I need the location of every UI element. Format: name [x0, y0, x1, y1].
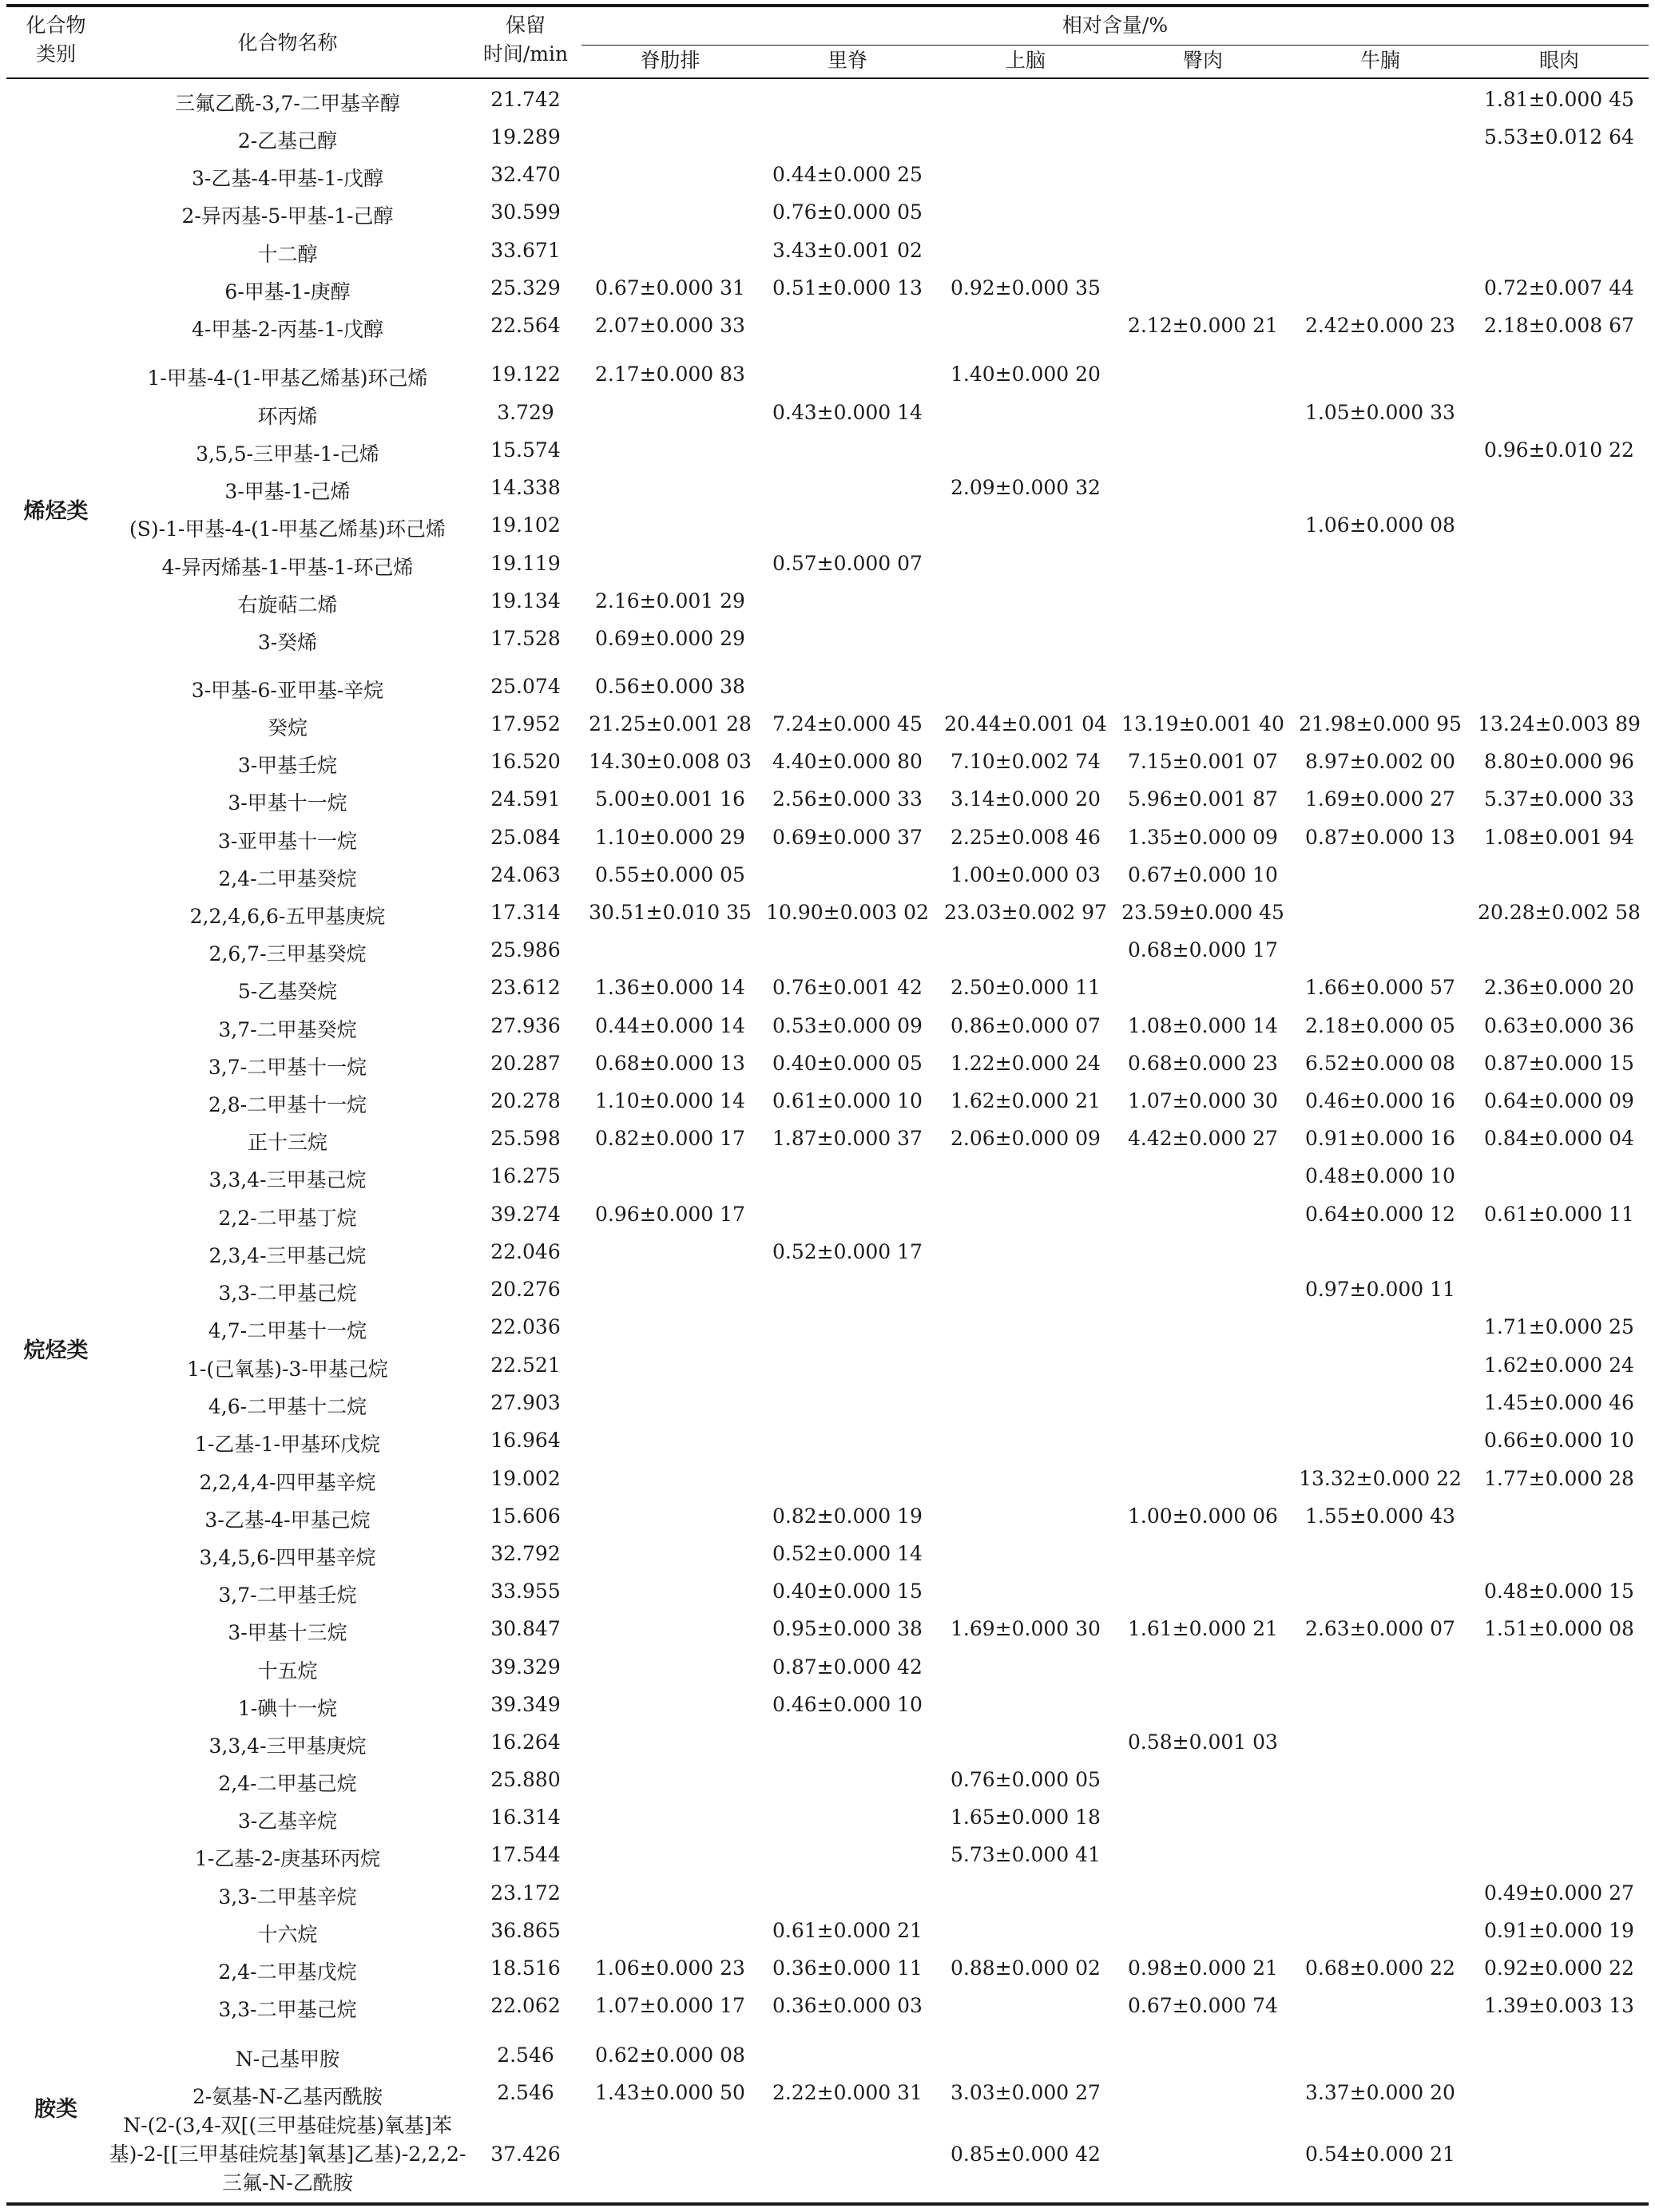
- relative-content-value: 1.05±0.000 33: [1305, 401, 1455, 424]
- relative-content-value: 4.40±0.000 80: [772, 750, 923, 773]
- relative-content-value: 1.07±0.000 30: [1128, 1089, 1278, 1112]
- relative-content-value: 13.19±0.001 40: [1121, 712, 1284, 735]
- compound-name: 3-甲基-1-己烯: [224, 480, 351, 503]
- compound-name: 4,7-二甲基十一烷: [208, 1319, 367, 1342]
- relative-content-value: 0.57±0.000 07: [772, 552, 923, 575]
- relative-content-value: 0.97±0.000 11: [1305, 1278, 1455, 1301]
- header-cut-3: 上脑: [1005, 49, 1046, 72]
- retention-time: 15.574: [490, 438, 561, 462]
- relative-content-value: 0.43±0.000 14: [772, 401, 923, 424]
- relative-content-value: 2.12±0.000 21: [1128, 314, 1278, 337]
- relative-content-value: 0.68±0.000 17: [1128, 938, 1278, 961]
- relative-content-value: 1.65±0.000 18: [951, 1806, 1101, 1829]
- relative-content-value: 0.40±0.000 15: [772, 1580, 923, 1603]
- compound-name: 3,3,4-三甲基己烷: [208, 1168, 367, 1191]
- relative-content-value: 2.36±0.000 20: [1484, 976, 1634, 999]
- relative-content-value: 0.69±0.000 29: [595, 627, 745, 650]
- retention-time: 36.865: [490, 1919, 561, 1942]
- retention-time: 20.287: [490, 1052, 561, 1075]
- relative-content-value: 7.24±0.000 45: [772, 712, 923, 735]
- relative-content-value: 0.76±0.000 05: [951, 1768, 1101, 1791]
- relative-content-value: 2.56±0.000 33: [772, 787, 923, 811]
- compound-name: 5-乙基癸烷: [237, 980, 338, 1003]
- relative-content-value: 0.67±0.000 31: [595, 276, 745, 299]
- relative-content-value: 20.28±0.002 58: [1478, 901, 1641, 924]
- relative-content-value: 2.42±0.000 23: [1305, 314, 1455, 337]
- relative-content-value: 0.40±0.000 05: [772, 1052, 923, 1075]
- compound-name: 3,5,5-三甲基-1-己烯: [196, 442, 379, 466]
- compound-name: 2,6,7-三甲基癸烷: [208, 942, 367, 965]
- retention-time: 25.074: [490, 675, 561, 698]
- retention-time: 30.599: [490, 200, 561, 224]
- retention-time: 22.036: [490, 1315, 561, 1338]
- compound-name: 4-甲基-2-丙基-1-戊醇: [192, 318, 383, 341]
- header-cut-1: 脊肋排: [640, 49, 700, 72]
- compound-name: 癸烷: [267, 716, 308, 739]
- retention-time: 17.544: [490, 1843, 561, 1866]
- relative-content-value: 0.44±0.000 25: [772, 163, 923, 186]
- relative-content-value: 1.51±0.000 08: [1484, 1617, 1634, 1640]
- relative-content-value: 0.51±0.000 13: [772, 276, 923, 299]
- relative-content-value: 0.69±0.000 37: [772, 826, 923, 849]
- compound-name: 3,3-二甲基己烷: [218, 1998, 357, 2021]
- retention-time: 22.062: [490, 1994, 561, 2017]
- relative-content-value: 0.87±0.000 15: [1484, 1052, 1634, 1075]
- retention-time: 25.880: [490, 1768, 561, 1791]
- retention-time: 21.742: [490, 88, 561, 111]
- retention-time: 32.470: [490, 163, 561, 186]
- relative-content-value: 0.86±0.000 07: [951, 1014, 1101, 1037]
- relative-content-value: 8.97±0.002 00: [1305, 750, 1455, 773]
- retention-time: 18.516: [490, 1956, 561, 1980]
- relative-content-value: 0.76±0.001 42: [772, 976, 923, 999]
- relative-content-value: 1.39±0.003 13: [1484, 1994, 1634, 2017]
- relative-content-value: 1.62±0.000 21: [951, 1089, 1101, 1112]
- header-relative-content: 相对含量/%: [1062, 14, 1169, 37]
- compound-name: 4,6-二甲基十二烷: [208, 1395, 367, 1418]
- header-category: 化合物 类别: [26, 14, 86, 65]
- relative-content-value: 0.49±0.000 27: [1484, 1881, 1634, 1905]
- relative-content-value: 2.18±0.000 05: [1305, 1014, 1455, 1037]
- relative-content-value: 1.10±0.000 14: [595, 1089, 745, 1112]
- relative-content-value: 0.91±0.000 19: [1484, 1919, 1634, 1942]
- relative-content-value: 0.46±0.000 10: [772, 1693, 923, 1716]
- category-label: 胺类: [34, 2097, 77, 2122]
- compound-name: 3,3-二甲基己烷: [218, 1282, 357, 1305]
- compound-name: 2,8-二甲基十一烷: [208, 1093, 367, 1116]
- retention-time: 17.952: [490, 712, 561, 735]
- compound-name: 右旋萜二烯: [237, 593, 338, 616]
- compound-name: 十六烷: [257, 1923, 318, 1946]
- relative-content-value: 3.37±0.000 20: [1305, 2081, 1455, 2104]
- retention-time: 20.278: [490, 1089, 561, 1112]
- retention-time: 16.520: [490, 750, 561, 773]
- relative-content-value: 30.51±0.010 35: [589, 901, 752, 924]
- compound-name: 正十三烷: [247, 1131, 327, 1154]
- compound-name: N-(2-(3,4-双[(三甲基硅烷基)氧基]苯基)-2-[[三甲基硅烷基]氧基]乙基)-2,2,2-三氟-N-乙酰胺: [109, 2114, 466, 2194]
- relative-content-value: 2.06±0.000 09: [951, 1127, 1101, 1150]
- retention-time: 39.274: [490, 1203, 561, 1226]
- header-rule: [6, 77, 1649, 79]
- compound-name: 3,4,5,6-四甲基辛烷: [199, 1546, 376, 1569]
- relative-content-value: 0.66±0.000 10: [1484, 1429, 1634, 1452]
- category-label: 烯烃类: [23, 498, 89, 524]
- relative-content-value: 0.61±0.000 11: [1484, 1203, 1634, 1226]
- relative-content-value: 0.61±0.000 21: [772, 1919, 923, 1942]
- relative-content-value: 21.98±0.000 95: [1299, 712, 1462, 735]
- compound-name: 3,7-二甲基癸烷: [218, 1018, 357, 1041]
- compound-name: 3-癸烯: [257, 631, 318, 654]
- relative-content-value: 1.43±0.000 50: [595, 2081, 745, 2104]
- relative-content-value: 0.68±0.000 13: [595, 1052, 745, 1075]
- compound-name: 3,7-二甲基壬烷: [218, 1584, 357, 1607]
- retention-time: 2.546: [497, 2044, 554, 2067]
- relative-content-value: 2.17±0.000 83: [595, 363, 745, 386]
- compound-name: 3-乙基-4-甲基-1-戊醇: [192, 167, 383, 190]
- relative-content-value: 1.66±0.000 57: [1305, 976, 1455, 999]
- relative-content-value: 0.82±0.000 19: [772, 1504, 923, 1528]
- relative-content-value: 1.22±0.000 24: [951, 1052, 1101, 1075]
- relative-content-value: 1.87±0.000 37: [772, 1127, 923, 1150]
- retention-time: 17.314: [490, 901, 561, 924]
- relative-content-value: 13.24±0.003 89: [1478, 712, 1641, 735]
- compound-name: 2,2,4,4-四甲基辛烷: [199, 1471, 376, 1494]
- relative-content-value: 0.88±0.000 02: [951, 1956, 1101, 1980]
- relative-content-value: 7.15±0.001 07: [1128, 750, 1278, 773]
- retention-time: 33.955: [490, 1580, 561, 1603]
- relative-content-value: 5.37±0.000 33: [1484, 787, 1634, 811]
- relative-content-value: 1.08±0.000 14: [1128, 1014, 1278, 1037]
- compound-name: 2-异丙基-5-甲基-1-己醇: [181, 204, 394, 228]
- compound-name: 3-甲基十三烷: [228, 1621, 347, 1644]
- compound-name: 2,4-二甲基己烷: [218, 1772, 357, 1795]
- relative-content-value: 0.91±0.000 16: [1305, 1127, 1455, 1150]
- relative-content-value: 0.46±0.000 16: [1305, 1089, 1455, 1112]
- retention-time: 16.314: [490, 1806, 561, 1829]
- compound-name: 1-乙基-2-庚基环丙烷: [194, 1847, 381, 1870]
- relative-content-value: 2.18±0.008 67: [1484, 314, 1634, 337]
- relative-content-value: 1.40±0.000 20: [951, 363, 1101, 386]
- relative-content-value: 0.96±0.000 17: [595, 1203, 745, 1226]
- compound-name: 1-(己氧基)-3-甲基己烷: [187, 1358, 388, 1381]
- retention-time: 24.063: [490, 863, 561, 886]
- retention-time: 19.102: [490, 513, 561, 537]
- relative-content-value: 1.45±0.000 46: [1484, 1391, 1634, 1414]
- relative-content-value: 0.67±0.000 74: [1128, 1994, 1278, 2017]
- compound-name: 3-乙基-4-甲基己烷: [204, 1508, 371, 1532]
- relative-content-value: 5.00±0.001 16: [595, 787, 745, 811]
- compound-name: 2,3,4-三甲基己烷: [208, 1244, 367, 1267]
- relative-content-value: 1.55±0.000 43: [1305, 1504, 1455, 1528]
- relative-content-value: 2.16±0.001 29: [595, 589, 745, 612]
- retention-time: 25.598: [490, 1127, 561, 1150]
- relative-content-value: 1.07±0.000 17: [595, 1994, 745, 2017]
- relative-content-value: 0.67±0.000 10: [1128, 863, 1278, 886]
- relative-content-value: 1.77±0.000 28: [1484, 1467, 1634, 1490]
- relative-content-value: 2.22±0.000 31: [772, 2081, 923, 2104]
- relative-content-value: 1.69±0.000 27: [1305, 787, 1455, 811]
- retention-time: 25.986: [490, 938, 561, 961]
- compound-name: 3-甲基壬烷: [237, 754, 338, 777]
- relative-content-value: 0.82±0.000 17: [595, 1127, 745, 1150]
- relative-content-value: 0.72±0.007 44: [1484, 276, 1634, 299]
- compound-name: 三氟乙酰-3,7-二甲基辛醇: [175, 92, 400, 115]
- header-cut-4: 臀肉: [1182, 49, 1223, 72]
- category-label: 烷烃类: [23, 1338, 89, 1363]
- retention-time: 19.122: [490, 363, 561, 386]
- compound-name: 2,4-二甲基戊烷: [218, 1960, 357, 1984]
- relative-content-value: 0.36±0.000 03: [772, 1994, 923, 2017]
- compound-name: 3-乙基辛烷: [237, 1810, 338, 1833]
- relative-content-value: 0.95±0.000 38: [772, 1617, 923, 1640]
- compound-name: 2-氨基-N-乙基丙酰胺: [192, 2085, 383, 2108]
- relative-content-value: 1.69±0.000 30: [951, 1617, 1101, 1640]
- relative-content-value: 0.61±0.000 10: [772, 1089, 923, 1112]
- retention-time: 19.002: [490, 1467, 561, 1490]
- relative-content-value: 1.61±0.000 21: [1128, 1617, 1278, 1640]
- relative-content-value: 0.62±0.000 08: [595, 2044, 745, 2067]
- relative-content-value: 4.42±0.000 27: [1128, 1127, 1278, 1150]
- relative-content-value: 3.43±0.001 02: [772, 239, 923, 262]
- relative-content-value: 2.07±0.000 33: [595, 314, 745, 337]
- retention-time: 16.964: [490, 1429, 561, 1452]
- retention-time: 27.936: [490, 1014, 561, 1037]
- relative-content-value: 14.30±0.008 03: [589, 750, 752, 773]
- retention-time: 39.329: [490, 1655, 561, 1679]
- relative-content-value: 2.63±0.000 07: [1305, 1617, 1455, 1640]
- compound-name: 3-亚甲基十一烷: [217, 830, 358, 853]
- relative-content-value: 1.35±0.000 09: [1128, 826, 1278, 849]
- relative-content-value: 7.10±0.002 74: [951, 750, 1101, 773]
- relative-content-value: 1.06±0.000 08: [1305, 513, 1455, 537]
- retention-time: 2.546: [497, 2081, 554, 2104]
- compound-name: 环丙烯: [257, 405, 318, 428]
- compound-name: (S)-1-甲基-4-(1-甲基乙烯基)环己烯: [129, 517, 446, 541]
- retention-time: 3.729: [497, 401, 554, 424]
- retention-time: 27.903: [490, 1391, 561, 1414]
- compound-name: 2,4-二甲基癸烷: [218, 867, 357, 890]
- relative-content-value: 0.92±0.000 22: [1484, 1956, 1634, 1980]
- header-cut-5: 牛腩: [1359, 49, 1400, 72]
- relative-content-value: 2.09±0.000 32: [951, 476, 1101, 499]
- bottom-rule: [6, 2202, 1649, 2206]
- relative-content-value: 1.36±0.000 14: [595, 976, 745, 999]
- relative-content-value: 0.87±0.000 13: [1305, 826, 1455, 849]
- relative-content-value: 0.85±0.000 42: [951, 2143, 1101, 2166]
- header-cut-6: 眼肉: [1538, 49, 1579, 72]
- relative-content-value: 10.90±0.003 02: [766, 901, 929, 924]
- relative-content-value: 13.32±0.000 22: [1299, 1467, 1462, 1490]
- retention-time: 22.564: [490, 314, 561, 337]
- compound-name: 十二醇: [257, 243, 318, 266]
- relative-content-value: 0.53±0.000 09: [772, 1014, 923, 1037]
- retention-time: 30.847: [490, 1617, 561, 1640]
- retention-time: 23.612: [490, 976, 561, 999]
- compound-name: 3-甲基-6-亚甲基-辛烷: [191, 679, 384, 702]
- relative-content-value: 0.64±0.000 09: [1484, 1089, 1634, 1112]
- retention-time: 39.349: [490, 1693, 561, 1716]
- compound-name: 2,2-二甲基丁烷: [218, 1207, 357, 1230]
- relative-content-value: 0.68±0.000 23: [1128, 1052, 1278, 1075]
- retention-time: 25.084: [490, 826, 561, 849]
- relative-content-value: 5.96±0.001 87: [1128, 787, 1278, 811]
- relative-content-value: 0.44±0.000 14: [595, 1014, 745, 1037]
- relative-content-value: 0.54±0.000 21: [1305, 2143, 1455, 2166]
- relative-content-value: 0.63±0.000 36: [1484, 1014, 1634, 1037]
- compound-name: 2-乙基己醇: [237, 129, 338, 153]
- retention-time: 25.329: [490, 276, 561, 299]
- relative-content-value: 0.76±0.000 05: [772, 200, 923, 224]
- relative-content-value: 20.44±0.001 04: [944, 712, 1107, 735]
- relative-content-value: 6.52±0.000 08: [1305, 1052, 1455, 1075]
- relative-content-value: 0.58±0.001 03: [1128, 1730, 1278, 1754]
- relative-content-value: 0.55±0.000 05: [595, 863, 745, 886]
- relative-content-value: 1.62±0.000 24: [1484, 1354, 1634, 1377]
- compound-name: 6-甲基-1-庚醇: [224, 280, 351, 303]
- compound-name: 1-碘十一烷: [237, 1697, 338, 1720]
- retention-time: 19.289: [490, 125, 561, 149]
- retention-time: 15.606: [490, 1504, 561, 1528]
- relative-content-value: 2.50±0.000 11: [951, 976, 1101, 999]
- relative-content-value: 0.48±0.000 10: [1305, 1164, 1455, 1187]
- relative-content-value: 0.92±0.000 35: [951, 276, 1101, 299]
- relative-content-value: 1.06±0.000 23: [595, 1956, 745, 1980]
- retention-time: 33.671: [490, 239, 561, 262]
- header-retention-time: 保留 时间/min: [482, 14, 569, 65]
- compound-name: 1-甲基-4-(1-甲基乙烯基)环己烯: [147, 367, 428, 390]
- relative-content-value: 0.96±0.010 22: [1484, 438, 1634, 462]
- retention-time: 24.591: [490, 787, 561, 811]
- compound-name: 3-甲基十一烷: [228, 791, 347, 815]
- relative-content-value: 8.80±0.000 96: [1484, 750, 1634, 773]
- compound-name: N-己基甲胺: [235, 2047, 340, 2071]
- relative-content-value: 1.71±0.000 25: [1484, 1315, 1634, 1338]
- retention-time: 22.046: [490, 1240, 561, 1263]
- relative-content-value: 1.00±0.000 06: [1128, 1504, 1278, 1528]
- relative-content-value: 0.56±0.000 38: [595, 675, 745, 698]
- retention-time: 37.426: [490, 2143, 561, 2166]
- compound-name: 2,2,4,6,6-五甲基庚烷: [189, 905, 386, 928]
- compound-name: 3,7-二甲基十一烷: [208, 1056, 367, 1079]
- relative-content-value: 23.03±0.002 97: [944, 901, 1107, 924]
- retention-time: 32.792: [490, 1542, 561, 1565]
- retention-time: 14.338: [490, 476, 561, 499]
- relative-content-value: 1.00±0.000 03: [951, 863, 1101, 886]
- relative-content-value: 3.03±0.000 27: [951, 2081, 1101, 2104]
- compound-name: 3,3,4-三甲基庚烷: [208, 1734, 367, 1758]
- relative-content-value: 0.98±0.000 21: [1128, 1956, 1278, 1980]
- group-rule: [581, 45, 1649, 46]
- retention-time: 17.528: [490, 627, 561, 650]
- relative-content-value: 1.08±0.001 94: [1484, 826, 1634, 849]
- relative-content-value: 0.68±0.000 22: [1305, 1956, 1455, 1980]
- top-rule: [6, 4, 1649, 7]
- relative-content-value: 0.48±0.000 15: [1484, 1580, 1634, 1603]
- retention-time: 23.172: [490, 1881, 561, 1905]
- relative-content-value: 0.87±0.000 42: [772, 1655, 923, 1679]
- header-cut-2: 里脊: [827, 49, 867, 72]
- relative-content-value: 2.25±0.008 46: [951, 826, 1101, 849]
- relative-content-value: 0.64±0.000 12: [1305, 1203, 1455, 1226]
- relative-content-value: 3.14±0.000 20: [951, 787, 1101, 811]
- retention-time: 22.521: [490, 1354, 561, 1377]
- retention-time: 16.264: [490, 1730, 561, 1754]
- relative-content-value: 5.53±0.012 64: [1484, 125, 1634, 149]
- compound-name: 3,3-二甲基辛烷: [218, 1885, 357, 1909]
- relative-content-value: 0.84±0.000 04: [1484, 1127, 1634, 1150]
- relative-content-value: 0.36±0.000 11: [772, 1956, 923, 1980]
- compound-name: 1-乙基-1-甲基环戊烷: [194, 1433, 381, 1456]
- retention-time: 20.276: [490, 1278, 561, 1301]
- compound-name: 十五烷: [257, 1659, 318, 1683]
- relative-content-value: 5.73±0.000 41: [951, 1843, 1101, 1866]
- relative-content-value: 0.52±0.000 17: [772, 1240, 923, 1263]
- header-compound-name: 化合物名称: [237, 31, 338, 54]
- retention-time: 19.134: [490, 589, 561, 612]
- compound-name: 4-异丙烯基-1-甲基-1-环己烯: [161, 556, 414, 579]
- retention-time: 16.275: [490, 1164, 561, 1187]
- relative-content-value: 1.10±0.000 29: [595, 826, 745, 849]
- retention-time: 19.119: [490, 552, 561, 575]
- relative-content-value: 1.81±0.000 45: [1484, 88, 1634, 111]
- relative-content-value: 0.52±0.000 14: [772, 1542, 923, 1565]
- relative-content-value: 23.59±0.000 45: [1121, 901, 1284, 924]
- relative-content-value: 21.25±0.001 28: [589, 712, 752, 735]
